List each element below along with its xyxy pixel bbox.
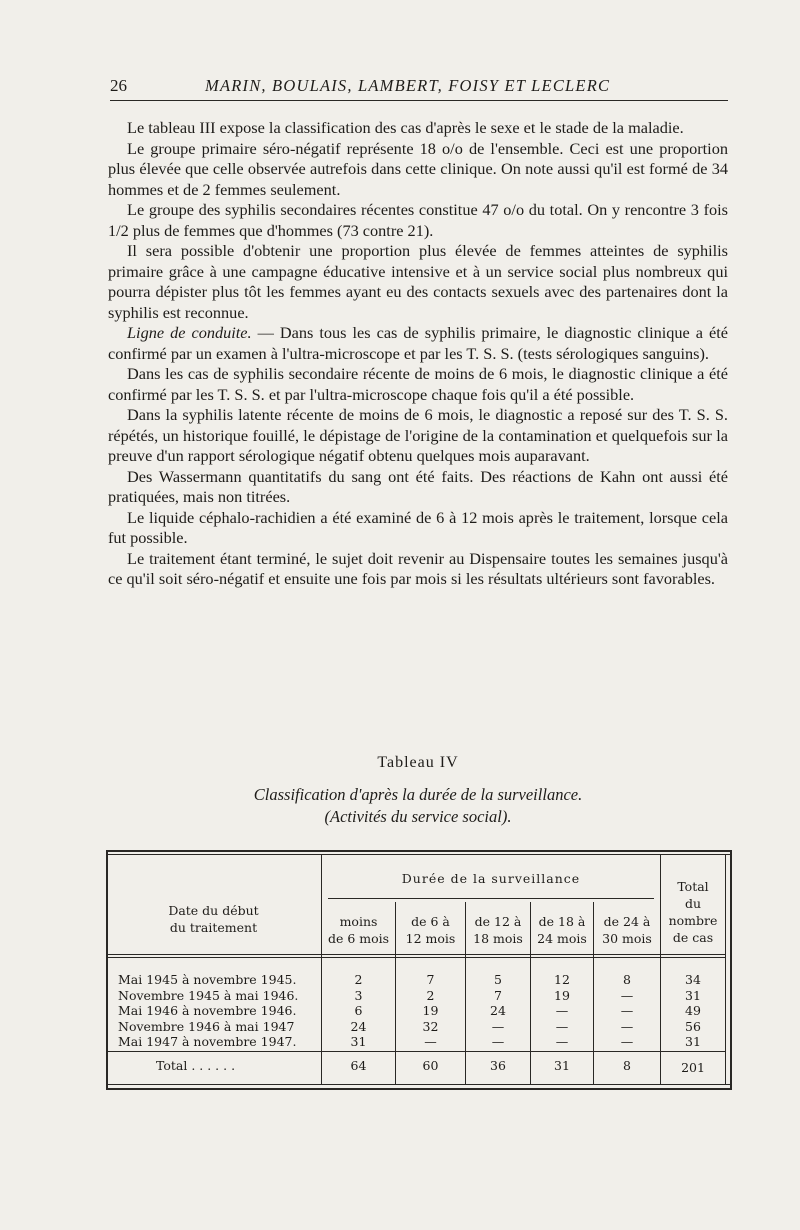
header-text: nombre [668,913,718,928]
column-values [322,972,395,1050]
paragraph: Le tableau III expose la classification des cas d'après le sexe et le stade de la maladie. [127,118,684,137]
header-text: 12 mois [405,931,456,946]
paragraph-ligne-de-conduite [108,323,728,364]
running-head: MARIN, BOULAIS, LAMBERT, FOISY ET LECLERC [205,76,611,95]
table-cell: — [491,1018,505,1034]
table-row-label: Mai 1947 à novembre 1947. [118,1034,297,1050]
table-label: Tableau IV [377,754,459,771]
header-text: de 12 à [474,914,522,929]
total-cell: 36 [490,1058,506,1073]
header-text: moins [339,914,378,929]
column-values [396,972,465,1050]
table-cell: 56 [685,1018,701,1034]
header-text: de 6 à [411,914,450,929]
paragraph: Dans les cas de syphilis secondaire récente de moins de 6 mois, le diagnostic clinique a été confirmé par les T. S. S. et par l'ultra-microscope chaque fois qu'il a été possible. [108,364,728,404]
header-start-date [106,902,321,936]
header-text: de 18 à [538,914,586,929]
table-cell: 6 [354,1003,363,1019]
table-cell: 32 [422,1018,439,1034]
table-cell: 24 [490,1003,506,1019]
table-cell: — [620,987,634,1003]
page-number: 26 [110,76,127,95]
table-cell: — [555,1034,569,1050]
header-col-12-18 [466,913,530,947]
total-rule [106,1051,726,1052]
table-caption-line: Classification d'après la durée de la surveillance. [253,785,583,804]
table-cell: — [424,1034,437,1050]
table-cell: 2 [354,972,363,987]
paragraph: Le groupe primaire séro-négatif représente 18 o/o de l'ensemble. Ceci est une proportion plus élevée que celle observée autrefois dans cette clinique. On note aussi qu'il est formé de 34 hommes et de 2 femmes seulement. [108,138,728,199]
table-cell: 31 [350,1034,367,1050]
table-cell: 49 [685,1003,701,1019]
header-text: de 24 à [603,914,651,929]
data-table [106,850,732,1090]
total-cell: 60 [422,1058,439,1073]
header-text: Total [677,879,709,894]
column-values [531,972,593,1050]
header-rule [106,954,726,955]
section-run-in-text: — Dans tous les cas de syphilis primaire, le diagnostic clinique a été confirmé par un examen à l'ultra-microscope et par les T. S. S. (tests sérologiques sanguins). [108,323,728,363]
table-row-label: Mai 1946 à novembre 1946. [118,1003,297,1019]
table-cell: 5 [494,972,502,987]
header-text: de 6 mois [327,931,390,946]
header-text: 18 mois [473,931,523,946]
table-cell: 19 [422,1003,439,1019]
table-border-bottom-inner [106,1084,732,1085]
table-cell: — [555,1018,569,1034]
table-cell: — [620,1034,634,1050]
group-header-rule [328,898,654,899]
table-cell: 12 [554,972,570,987]
table-cell: 24 [350,1018,367,1034]
table-caption [108,784,728,828]
header-text: 30 mois [602,931,652,946]
total-cell: 31 [554,1058,570,1073]
header-text: du [684,896,702,911]
body-text [108,118,728,590]
table-row-label: Novembre 1946 à mai 1947 [118,1018,295,1034]
table-cell: 31 [685,987,701,1003]
section-run-in-title: Ligne de conduite. [127,323,252,342]
table-border-top [106,850,732,852]
paragraph: Il sera possible d'obtenir une proportion plus élevée de femmes atteintes de syphilis primaire grâce à une campagne éducative intensive et à un service social plus nombreux qui pourra dépister plus tôt les femmes ayant eu des contacts sexuels avec des partenaires dont la syphilis est reconnue. [108,241,728,322]
table-row-label: Mai 1945 à novembre 1945. [118,972,297,987]
header-text: de cas [672,930,714,945]
table-cell: — [555,1003,569,1019]
row-labels [118,972,318,1050]
table-caption-line: (Activités du service social). [324,807,512,826]
column-values [466,972,530,1050]
table-border-top-inner [106,854,732,855]
total-cell-grand: 201 [681,1060,705,1075]
paragraph: Dans la syphilis latente récente de moins de 6 mois, le diagnostic a reposé sur des T. S. S. répétés, un historique fouillé, le dépistage de l'origine de la contamination et quelquefois sur la preuve d'un rapport sérologique négatif obtenu quelques mois auparavant. [108,405,728,465]
header-col-6-12 [396,913,465,947]
table-cell: — [491,1034,505,1050]
header-text: 24 mois [537,931,587,946]
column-values [594,972,660,1050]
table-border-right [730,850,732,1090]
paragraph: Le liquide céphalo-rachidien a été examiné de 6 à 12 mois après le traitement, lorsque cela fut possible. [108,507,728,547]
table-cell: 7 [494,987,502,1003]
paragraph: Le groupe des syphilis secondaires récentes constitue 47 o/o du total. On y rencontre 3 fois 1/2 plus de femmes que d'hommes (73 contre 21). [108,200,728,240]
paragraph: Le traitement étant terminé, le sujet doit revenir au Dispensaire toutes les semaines jusqu'à ce qu'il soit séro-négatif et ensuite une fois par mois si les résultats ultérieurs sont favorables. [108,548,728,588]
header-col-0-6 [322,913,395,947]
page-header [110,76,728,101]
header-duration-group: Durée de la surveillance [401,871,581,886]
total-cell: 64 [350,1058,367,1073]
paragraph: Des Wassermann quantitatifs du sang ont été faits. Des réactions de Kahn ont aussi été pratiquées, mais non titrées. [108,466,728,506]
table-row-label: Novembre 1945 à mai 1946. [118,987,299,1003]
header-text: Date du début [168,903,259,918]
table-cell: 2 [426,987,435,1003]
header-rule [106,957,726,958]
table-cell: 31 [685,1034,701,1050]
table-border-left [106,850,108,1090]
table-border-bottom [106,1088,732,1090]
table-cell: 8 [623,972,631,987]
header-col-18-24 [531,913,593,947]
header-col-24-30 [594,913,660,947]
header-total [661,878,725,946]
total-row-label: Total . . . . . . [156,1058,236,1073]
table-cell: — [620,1018,634,1034]
table-cell: 7 [426,972,435,987]
table-cell: 3 [354,987,363,1003]
column-totals [661,972,725,1050]
total-cell: 8 [623,1058,631,1073]
header-text: du traitement [169,920,258,935]
table-cell: 34 [685,972,701,987]
table-cell: 19 [554,987,570,1003]
table-cell: — [620,1003,634,1019]
